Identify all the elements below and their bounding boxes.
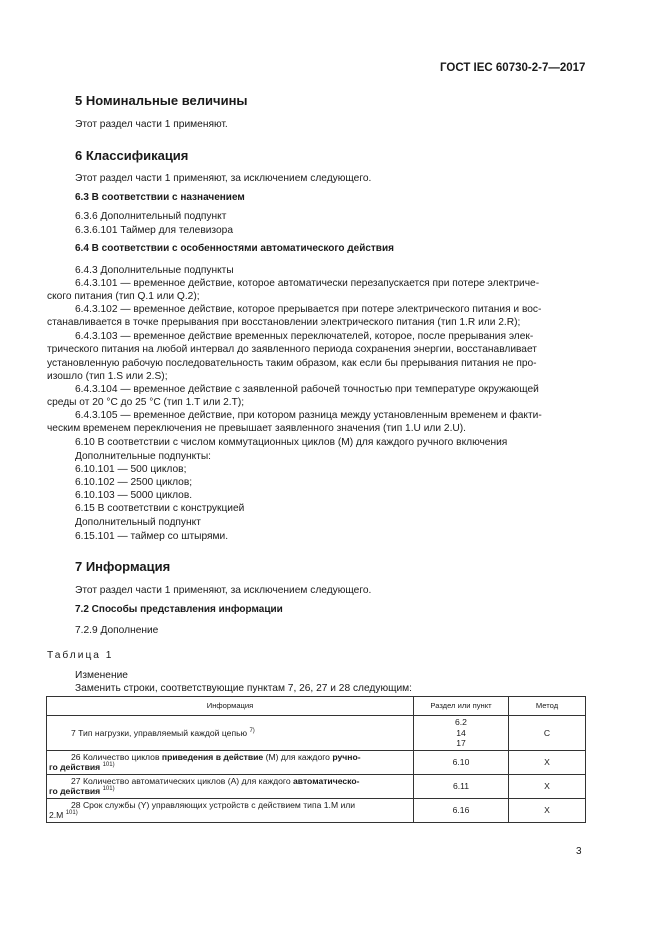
- paragraph-6-4-3-104: [47, 383, 586, 410]
- data-table: [46, 696, 586, 823]
- item-6-15-101: 6.15.101 — таймер со штырями.: [75, 531, 229, 542]
- table-replace-note: Заменить строки, соответствующие пунктам 7, 26, 27 и 28 следующим:: [75, 683, 413, 694]
- cell-text-bold: автоматическо-: [293, 775, 360, 786]
- line: 6.4.3.105 — временное действие, при котором разница между установленным временем и факти-: [75, 410, 542, 421]
- page-number: 3: [576, 846, 582, 857]
- table-caption: Таблица 1: [47, 650, 114, 661]
- table-row: [47, 774, 586, 798]
- line: 6.4.3.102 — временное действие, которое прерывается при потере электрического питания и вос-: [75, 304, 542, 315]
- cell-text: 27 Количество автоматических циклов (А) для каждого: [71, 775, 294, 786]
- table-cell: [47, 798, 414, 822]
- table-cell: X: [509, 750, 586, 774]
- subsection-6-3-title: 6.3 В соответствии с назначением: [75, 192, 245, 203]
- table-change-label: Изменение: [75, 670, 128, 681]
- table-cell: [47, 716, 414, 751]
- column-header: Раздел или пункт: [414, 697, 509, 716]
- footnote-ref: 101): [102, 762, 115, 768]
- item-6-4-3: 6.4.3 Дополнительные подпункты: [75, 265, 234, 276]
- cell-text: 2.М: [49, 810, 64, 820]
- section-5-text: Этот раздел части 1 применяют.: [75, 119, 228, 130]
- cell-line: [49, 786, 411, 797]
- cell-text-bold: приведения в действие: [161, 751, 264, 762]
- table-cell: 6.16: [414, 798, 509, 822]
- column-header: Информация: [47, 697, 414, 716]
- cell-value: 17: [456, 738, 466, 748]
- cell-line: [49, 762, 411, 773]
- line: изошло (тип 1.S или 2.S);: [47, 370, 168, 382]
- paragraph-6-4-3-105: [47, 409, 586, 436]
- table-row: [47, 750, 586, 774]
- cell-text-bold: го действия: [49, 786, 101, 796]
- cell-line: [49, 752, 411, 763]
- table-cell: [47, 774, 414, 798]
- section-7-text: Этот раздел части 1 применяют, за исключением следующего.: [75, 585, 372, 596]
- cell-value: 14: [456, 727, 466, 738]
- paragraph-6-4-3-103: [47, 330, 586, 383]
- line: ческим временем переключения не превышает заявленного значения (тип 1.U или 2.U).: [47, 423, 466, 435]
- footnote-ref: 101): [65, 810, 78, 816]
- section-6-text: Этот раздел части 1 применяют, за исключением следующего.: [75, 173, 372, 184]
- line: 6.4.3.101 — временное действие, которое автоматически перезапускается при потере электриче-: [75, 278, 540, 289]
- paragraph-6-4-3-102: [47, 303, 586, 330]
- table-cell: [414, 716, 509, 751]
- table-cell: [47, 750, 414, 774]
- table-cell: 6.11: [414, 774, 509, 798]
- line: 6.4.3.103 — временное действие временных переключателей, которое, после прерывания элек-: [75, 331, 534, 342]
- item-7-2-9: 7.2.9 Дополнение: [75, 625, 159, 636]
- document-header: ГОСТ IEC 60730-2-7—2017: [440, 62, 586, 74]
- line: станавливается в точке прерывания при восстановлении электрического питания (тип 1.R или 2.R);: [47, 317, 521, 329]
- cell-text: (М) для каждого: [263, 751, 333, 762]
- item-6-3-6: 6.3.6 Дополнительный подпункт: [75, 211, 227, 222]
- line: трического питания на любой интервал до заявленного периода сохранения энергии, восстанавливает: [47, 344, 537, 356]
- section-6-title: 6 Классификация: [75, 148, 189, 163]
- item-6-15-note: Дополнительный подпункт: [75, 517, 201, 528]
- cell-line: [49, 810, 411, 821]
- table-row: [47, 716, 586, 751]
- cell-value: 6.2: [455, 717, 467, 727]
- item-6-10-103: 6.10.103 — 5000 циклов.: [75, 490, 193, 501]
- line: ского питания (тип Q.1 или Q.2);: [47, 291, 200, 303]
- table-cell: X: [509, 798, 586, 822]
- subsection-6-4-title: 6.4 В соответствии с особенностями автоматического действия: [75, 243, 394, 254]
- table-cell: С: [509, 716, 586, 751]
- cell-text: 26 Количество циклов: [71, 751, 162, 762]
- line: установленную рабочую последовательность таким образом, как если бы прерывания питания не про-: [47, 357, 537, 369]
- section-5-title: 5 Номинальные величины: [75, 93, 248, 108]
- line: среды от 20 °С до 25 °С (тип 1.T или 2.T);: [47, 397, 245, 409]
- item-6-10-102: 6.10.102 — 2500 циклов;: [75, 477, 193, 488]
- table-cell: X: [509, 774, 586, 798]
- item-6-3-6-101: 6.3.6.101 Таймер для телевизора: [75, 225, 233, 236]
- item-6-10-101: 6.10.101 — 500 циклов;: [75, 464, 187, 475]
- table-row: [47, 798, 586, 822]
- column-header: Метод: [509, 697, 586, 716]
- paragraph-6-4-3-101: [47, 277, 586, 304]
- cell-text-bold: го действия: [49, 762, 101, 772]
- table-cell: 6.10: [414, 750, 509, 774]
- section-7-title: 7 Информация: [75, 559, 171, 574]
- cell-line: [49, 776, 411, 787]
- footnote-ref: 7): [249, 727, 255, 734]
- line: 6.4.3.104 — временное действие с заявленной рабочей точностью при температуре окружающей: [75, 384, 539, 395]
- item-6-10: 6.10 В соответствии с числом коммутационных циклов (М) для каждого ручного включения: [75, 437, 508, 448]
- item-6-15: 6.15 В соответствии с конструкцией: [75, 503, 245, 514]
- cell-line: 28 Срок службы (Y) управляющих устройств с действием типа 1.М или: [71, 799, 356, 810]
- item-6-10-note: Дополнительные подпункты:: [75, 451, 212, 462]
- cell-text: 7 Тип нагрузки, управляемый каждой цепью: [71, 727, 248, 738]
- cell-text-bold: ручно-: [332, 751, 361, 762]
- footnote-ref: 101): [102, 786, 115, 792]
- table-header-row: [47, 697, 586, 716]
- subsection-7-2-title: 7.2 Способы представления информации: [75, 604, 283, 615]
